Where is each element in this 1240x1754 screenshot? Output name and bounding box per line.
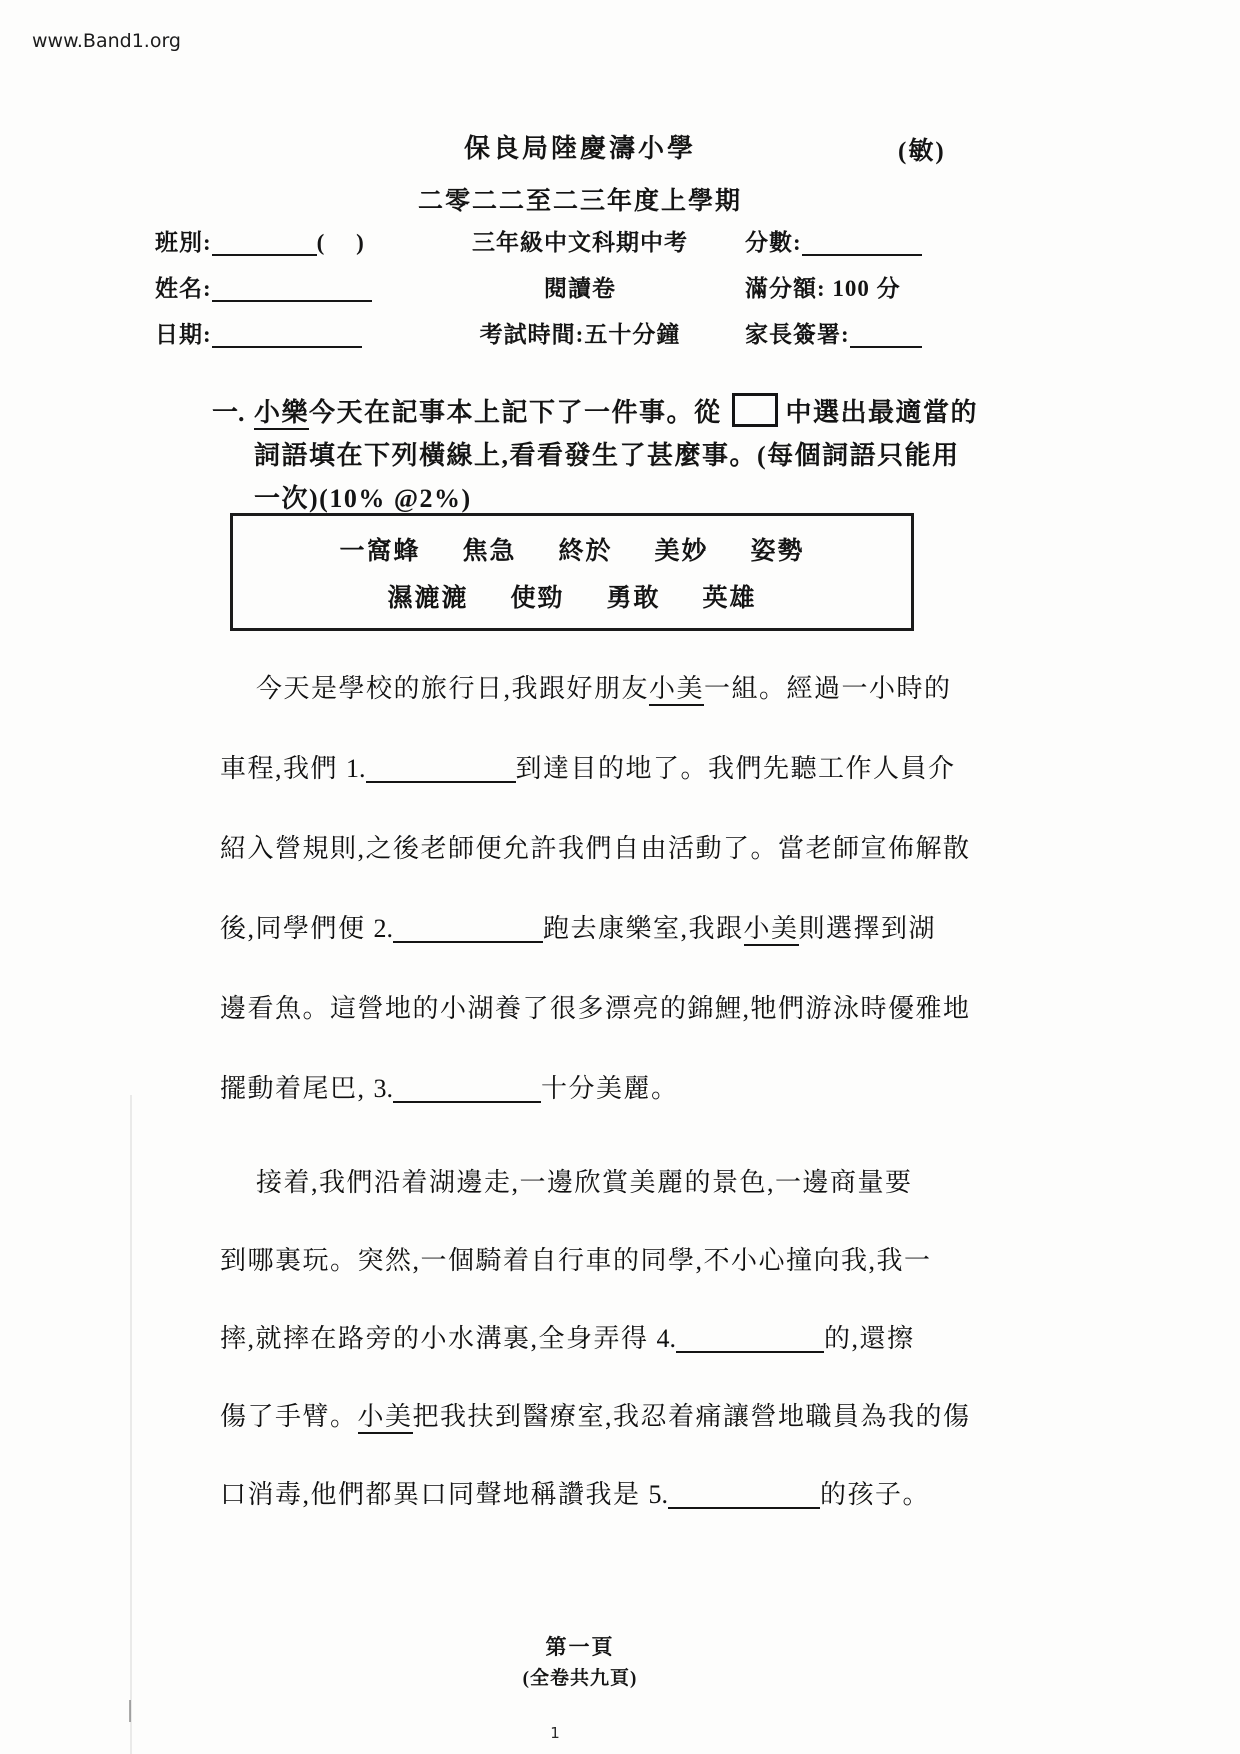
- passage-line: [220, 752, 956, 786]
- text-segment: 到達目的地了。我們先聽工作人員介: [515, 754, 956, 783]
- paper-type: 閱讀卷: [544, 276, 616, 301]
- word-bank-box: [230, 513, 914, 631]
- question-number: 一.: [212, 398, 245, 427]
- scan-artifact-tick: [129, 1700, 131, 1722]
- passage-line: [220, 912, 936, 946]
- term-title: 二零二二至二三年度上學期: [417, 188, 742, 215]
- word-bank-word: 焦急: [462, 537, 517, 565]
- passage-line: [220, 992, 971, 1026]
- text-segment: 則選擇到湖: [798, 914, 937, 943]
- word-bank-row: [318, 531, 825, 567]
- word-bank-word: 英雄: [702, 584, 757, 612]
- question-line: [212, 434, 972, 477]
- question-1-instructions: [212, 391, 979, 520]
- text-segment: 傷了手臂。: [220, 1402, 358, 1431]
- question-line: [212, 391, 979, 434]
- underlined-name: 小美: [358, 1402, 413, 1434]
- passage-line: [220, 672, 952, 706]
- parent-sign-field: [745, 316, 922, 349]
- footer-total-pages: (全卷共九頁): [522, 1668, 638, 1689]
- text-segment: 接着,我們沿着湖邊走,一邊欣賞美麗的景色,一邊商量要: [256, 1168, 913, 1197]
- score-field: [745, 224, 922, 257]
- passage-line: [220, 1072, 679, 1106]
- class-paren: ( ): [316, 230, 365, 255]
- school-title: 保良局陸慶濤小學: [463, 134, 696, 163]
- word-bank-word: 姿勢: [750, 537, 805, 565]
- blank-number: 4.: [656, 1324, 677, 1353]
- text-segment: 今天是學校的旅行日,我跟好朋友: [256, 674, 650, 703]
- passage-line: [220, 1166, 913, 1200]
- parent-sign-blank: [850, 344, 922, 348]
- word-bank-row: [366, 578, 777, 614]
- text-segment: 後,同學們便: [220, 914, 374, 943]
- answer-blank: [366, 779, 516, 783]
- score-blank: [802, 252, 922, 256]
- text-segment: 紹入營規則,之後老師便允許我們自由活動了。當老師宣佈解散: [220, 834, 971, 863]
- footer-page-label: 第一頁: [545, 1635, 615, 1659]
- answer-blank: [676, 1349, 824, 1353]
- passage-line: [220, 1244, 932, 1278]
- text-segment: 摔,就摔在路旁的小水溝裏,全身弄得: [220, 1324, 657, 1353]
- underlined-name: 小美: [744, 914, 799, 946]
- text-segment: 一次)(10% @2%): [254, 484, 472, 513]
- date-label: 日期:: [155, 322, 212, 347]
- page-number: 1: [550, 1724, 560, 1742]
- scan-artifact-line: [130, 1095, 132, 1754]
- text-segment: 的,還擦: [824, 1324, 915, 1353]
- word-bank-word: 濕漉漉: [387, 584, 469, 612]
- underlined-name: 小樂: [254, 398, 309, 430]
- passage-line: [220, 1478, 930, 1512]
- answer-blank: [393, 1099, 541, 1103]
- passage-line: [220, 832, 971, 866]
- blank-number: 3.: [373, 1074, 394, 1103]
- text-segment: 今天在記事本上記下了一件事。從: [309, 398, 730, 427]
- text-segment: 的孩子。: [820, 1480, 931, 1509]
- full-marks: 滿分額: 100 分: [745, 276, 901, 301]
- name-label: 姓名:: [155, 276, 212, 301]
- score-label: 分數:: [745, 230, 802, 255]
- passage-line: [220, 1400, 971, 1434]
- answer-blank: [393, 939, 543, 943]
- class-label: 班別:: [155, 230, 212, 255]
- text-segment: 一組。經過一小時的: [704, 674, 952, 703]
- blank-number: 2.: [373, 914, 394, 943]
- underlined-name: 小美: [649, 674, 704, 706]
- exam-duration: 考試時間:五十分鐘: [479, 322, 681, 347]
- word-bank-word: 終於: [558, 537, 613, 565]
- text-segment: 中選出最適當的: [785, 398, 979, 427]
- text-segment: 車程,我們: [220, 754, 347, 783]
- watermark: www.Band1.org: [32, 30, 181, 52]
- word-bank-word: 勇敢: [606, 584, 661, 612]
- word-bank-word: 美妙: [654, 537, 709, 565]
- text-segment: 十分美麗。: [541, 1074, 679, 1103]
- text-segment: 口消毒,他們都異口同聲地稱讚我是: [220, 1480, 649, 1509]
- text-segment: 詞語填在下列橫線上,看看發生了甚麼事。(每個詞語只能用: [254, 441, 960, 470]
- blank-number: 5.: [648, 1480, 669, 1509]
- text-segment: 擺動着尾巴,: [220, 1074, 374, 1103]
- text-segment: 跑去康樂室,我跟: [543, 914, 744, 943]
- word-bank-word: 使勁: [510, 584, 565, 612]
- corner-mark: (敏): [898, 138, 946, 165]
- word-bank-word: 一窩蜂: [339, 537, 421, 565]
- answer-blank: [668, 1505, 820, 1509]
- blank-number: 1.: [346, 754, 366, 783]
- text-segment: 邊看魚。這營地的小湖養了很多漂亮的錦鯉,牠們游泳時優雅地: [220, 994, 971, 1023]
- text-segment: 到哪裏玩。突然,一個騎着自行車的同學,不小心撞向我,我一: [220, 1246, 932, 1275]
- word-box-icon: [732, 393, 778, 427]
- text-segment: 把我扶到醫療室,我忍着痛讓營地職員為我的傷: [412, 1402, 971, 1431]
- exam-title: 三年級中文科期中考: [472, 230, 688, 255]
- parent-sign-label: 家長簽署:: [745, 322, 850, 347]
- passage-line: [220, 1322, 915, 1356]
